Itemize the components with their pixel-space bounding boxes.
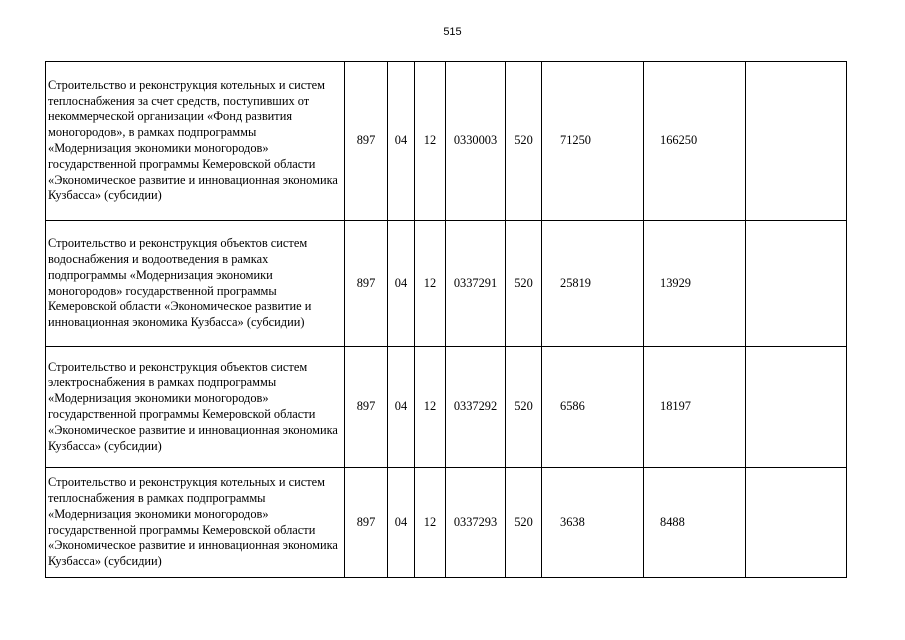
ministry-code: 897: [345, 221, 388, 347]
amount-2: 166250: [644, 62, 746, 221]
target-code: 0337293: [446, 468, 506, 578]
ministry-code: 897: [345, 468, 388, 578]
row-description: Строительство и реконструкция котельных и систем теплоснабжения в рамках подпрограммы «Модернизация экономики моногородов» государственной программы Кемеровской области «Экономическое развитие и инновационная экономика Кузбасса» (субсидии): [46, 468, 345, 578]
amount-1: 71250: [542, 62, 644, 221]
budget-table: [45, 61, 847, 578]
section-code: 04: [388, 347, 415, 468]
table-row: [46, 347, 847, 468]
row-description: Строительство и реконструкция котельных и систем теплоснабжения за счет средств, поступивших от некоммерческой организации «Фонд развития моногородов», в рамках подпрограммы «Модернизация экономики моногородов» государственной программы Кемеровской области «Экономическое развитие и инновационная экономика Кузбасса» (субсидии): [46, 62, 345, 221]
subsection-code: 12: [415, 468, 446, 578]
row-description: Строительство и реконструкция объектов систем водоснабжения и водоотведения в рамках подпрограммы «Модернизация экономики моногородов» государственной программы Кемеровской области «Экономическое развитие и инновационная экономика Кузбасса» (субсидии): [46, 221, 345, 347]
table-row: [46, 221, 847, 347]
amount-3: [746, 468, 847, 578]
expense-type-code: 520: [506, 347, 542, 468]
target-code: 0337292: [446, 347, 506, 468]
target-code: 0330003: [446, 62, 506, 221]
page-number: 515: [443, 26, 462, 38]
amount-2: 13929: [644, 221, 746, 347]
section-code: 04: [388, 468, 415, 578]
amount-3: [746, 62, 847, 221]
amount-2: 18197: [644, 347, 746, 468]
subsection-code: 12: [415, 221, 446, 347]
expense-type-code: 520: [506, 62, 542, 221]
row-description: Строительство и реконструкция объектов систем электроснабжения в рамках подпрограммы «Модернизация экономики моногородов» государственной программы Кемеровской области «Экономическое развитие и инновационная экономика Кузбасса» (субсидии): [46, 347, 345, 468]
table-row: [46, 62, 847, 221]
amount-2: 8488: [644, 468, 746, 578]
subsection-code: 12: [415, 62, 446, 221]
section-code: 04: [388, 62, 415, 221]
section-code: 04: [388, 221, 415, 347]
expense-type-code: 520: [506, 468, 542, 578]
amount-1: 3638: [542, 468, 644, 578]
subsection-code: 12: [415, 347, 446, 468]
expense-type-code: 520: [506, 221, 542, 347]
table-row: [46, 468, 847, 578]
amount-1: 6586: [542, 347, 644, 468]
ministry-code: 897: [345, 62, 388, 221]
ministry-code: 897: [345, 347, 388, 468]
amount-1: 25819: [542, 221, 644, 347]
target-code: 0337291: [446, 221, 506, 347]
amount-3: [746, 347, 847, 468]
amount-3: [746, 221, 847, 347]
